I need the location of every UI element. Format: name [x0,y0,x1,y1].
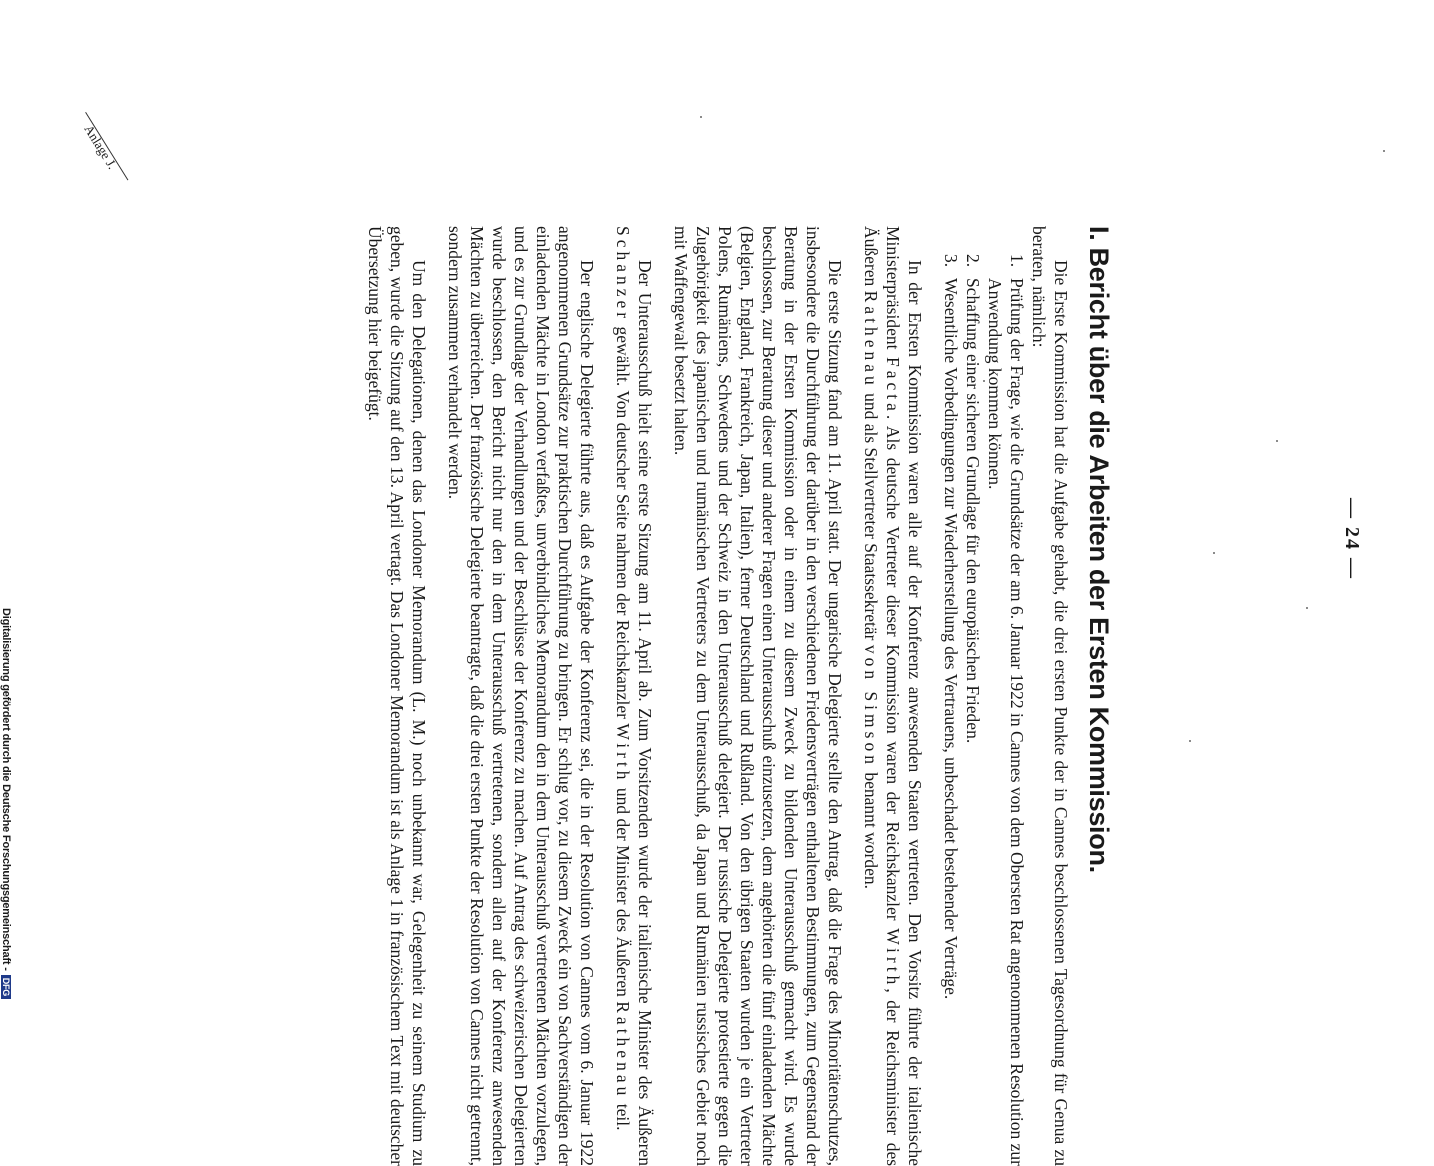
agenda-point [984,254,1028,1166]
scan-speck [700,116,702,118]
name-rathenau: Rathenau [613,1001,633,1100]
digitization-credit [0,608,12,997]
name-wirth: Wirth [883,928,903,989]
scan-speck [1306,607,1308,609]
paragraph-london-memorandum: Um den Delegationen, denen das Londoner Memorandum (L. M.) noch unbekannt war, Gelegenheit zu seinem Studium zu geben, wurde die Sitzung auf den 13. April vertagt. Das Londoner Memorandum ist als Anlage 1 in französischem Text mit deutscher Übersetzung hier beigefügt. [365,226,429,1166]
scan-speck [1213,552,1215,554]
name-simson: von Simson [861,644,881,768]
paragraph-subcommittee [612,226,656,1166]
text-run: und als Stellvertreter Staatssekretär [861,388,881,645]
credit-text: Digitalisierung gefördert durch die Deutsche Forschungsgemeinschaft - [0,608,12,971]
agenda-points-list [940,226,1028,1166]
name-facta: Facta [883,357,903,415]
text-run: , der Reichsminister des Äußeren [861,226,903,1166]
name-schanzer: Schanzer [613,226,633,323]
agenda-point-number: 2. [963,254,983,268]
text-run: Der Unterausschuß hielt seine erste Sitzung am 11. April ab. Zum Vorsitzenden wurde der italienische Minister des Äußeren [635,260,655,1166]
intro-paragraph: Die Erste Kommission hat die Aufgabe gehabt, die drei ersten Punkte der in Cannes beschlossenen Tagesordnung für Genua zu beraten, nämlich: [1029,226,1071,1166]
paragraph-english-delegate: Der englische Delegierte führte aus, daß es Aufgabe der Konferenz sei, die in der Resolution von Cannes vom 6. Januar 1922 angenommenen Grundsätze zur praktischen Durchführung zu bringen. Er schlug vor, zu diesem Zweck ein von Sachverständigen der einladenden Mächte in London verfaßtes, unverbindliches Memorandum den in dem Unterausschuß vertretenen Mächten vorzulegen, und es zur Grundlage der Verhandlungen und der Beschlüsse der Konferenz zu machen. Auf Antrag des schweizerischen Delegierten wurde beschlossen, den Bericht nicht nur den in dem Unterausschuß vertretenen, sondern allen auf der Konferenz anwesenden Mächten zu überreichen. Der französische Delegierte beantragte, daß die drei ersten Punkte der Resolution von Cannes nicht getrennt, sondern zusammen verhandelt werden. [445,226,597,1166]
agenda-point-number: 1. [1007,254,1027,268]
page-body [364,226,1114,1166]
page-number: — 24 — [1341,498,1363,580]
paragraph-representatives [860,226,926,1166]
agenda-point [940,254,962,1166]
scan-speck [1189,740,1191,742]
text-run: . Als deutsche Vertreter dieser Kommission waren der Reichskanzler [883,414,903,929]
paragraph-first-session: Die erste Sitzung fand am 11. April statt. Der ungarische Delegierte stellte den Antrag, daß die Frage des Minoritätenschutzes, insbesondere die Durchführung der darüber in den verschiedenen Friedensverträgen enthaltenen Bestimmungen, zum Gegenstand der Beratung in der Ersten Kommission oder in einem zu diesem Zweck zu bildenden Unterausschuß gemacht wird. Es wurde beschlossen, zur Beratung dieser und anderer Fragen einen Unterausschuß einzusetzen, dem angehörten die fünf einladenden Mächte (Belgien, England, Frankreich, Japan, Italien), ferner Deutschland und Rußland. Von den übrigen Staaten wurden je ein Vertreter Polens, Rumäniens, Schwedens und der Schweiz in den Unterausschuß delegiert. Der russische Delegierte protestierte gegen die Zugehörigkeit des japanischen und rumänischen Vertreters zu dem Unterausschuß, da Japan und Rumänien russisches Gebiet noch mit Waffengewalt besetzt halten. [671,226,845,1166]
text-run: und der Minister des Äußeren [613,783,633,1002]
agenda-point [962,254,984,1166]
name-wirth: Wirth [613,723,633,784]
text-run: benannt worden. [861,767,881,889]
name-rathenau: Rathenau [861,290,881,389]
text-run: gewählt. Von deutscher Seite nahmen der Reichskanzler [613,322,633,724]
agenda-point-text: Prüfung der Frage, wie die Grundsätze der am 6. Januar 1922 in Cannes von dem Obersten Rat angenommenen Resolution zur Anwendung kommen können. [985,278,1027,1166]
page-title: I. Bericht über die Arbeiten der Ersten Kommission. [1084,226,1114,873]
scan-speck [1383,150,1385,152]
scan-speck [1276,440,1278,442]
dfg-logo: DFG [1,975,11,999]
agenda-point-text: Schaffung einer sicheren Grundlage für den europäischen Frieden. [963,278,983,744]
agenda-point-number: 3. [941,254,961,268]
annex-label: Anlage J. [81,122,121,172]
text-run: teil. [613,1099,633,1131]
agenda-point-text: Wesentliche Vorbedingungen zur Wiederherstellung des Vertrauens, unbeschadet bestehender Verträge. [941,278,961,1000]
text-run: In der Ersten Kommission waren alle auf der Konferenz anwesenden Staaten vertreten. Den Vorsitz führte der italienische Ministerpräsident [883,226,925,1166]
